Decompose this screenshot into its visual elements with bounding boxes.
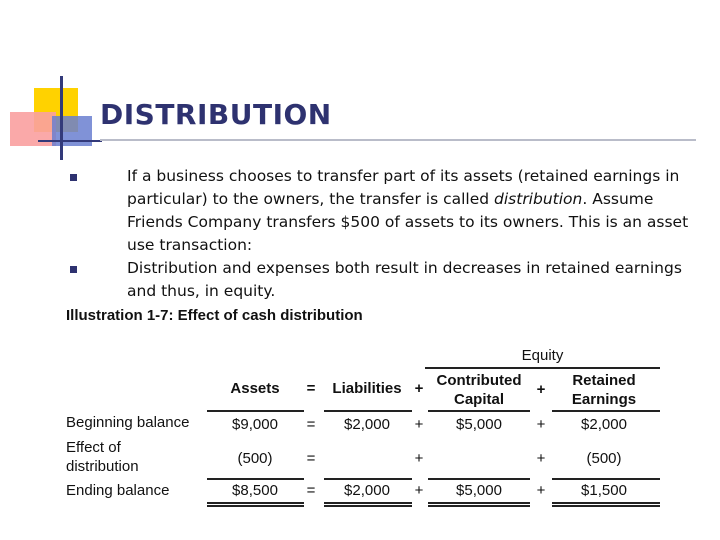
bullet-item bbox=[70, 257, 710, 303]
cell-liabilities: $2,000 bbox=[344, 482, 390, 499]
row-label-beginning: Beginning balance bbox=[66, 414, 190, 431]
row-label-effect-line1: Effect of bbox=[66, 439, 121, 456]
header-rule-contributed bbox=[428, 410, 530, 412]
cell-equals: = bbox=[306, 450, 316, 467]
total-rule-contributed bbox=[428, 478, 530, 480]
cell-assets: $8,500 bbox=[232, 482, 278, 499]
cell-plus-1: + bbox=[414, 450, 424, 467]
bullet-text-tail: . Assume Friends Company transfers $500 of assets to its owners. This is an asset use transaction: bbox=[127, 190, 689, 254]
header-retained-line1: Retained bbox=[572, 372, 636, 389]
header-liabilities: Liabilities bbox=[332, 380, 402, 397]
row-label-ending: Ending balance bbox=[66, 482, 170, 499]
row-label-effect-line2: distribution bbox=[66, 458, 139, 475]
equity-header: Equity bbox=[521, 347, 564, 364]
equity-rule bbox=[425, 367, 660, 369]
slide-title: DISTRIBUTION bbox=[100, 98, 332, 131]
double-rule-assets-2 bbox=[207, 505, 304, 507]
cell-plus-1: + bbox=[414, 482, 424, 499]
double-rule-assets-1 bbox=[207, 502, 304, 504]
cell-contributed: $5,000 bbox=[456, 416, 502, 433]
bullet-text: If a business chooses to transfer part of its assets (retained earnings in particular) to the owners, the transfer is called bbox=[127, 167, 680, 208]
decor-horizontal-line bbox=[38, 140, 102, 142]
title-underline bbox=[100, 139, 696, 141]
header-contributed-line2: Capital bbox=[453, 391, 504, 408]
cell-plus-2: + bbox=[536, 482, 546, 499]
row-label-effect bbox=[66, 438, 139, 476]
double-rule-liabilities-2 bbox=[324, 505, 412, 507]
total-rule-retained bbox=[552, 478, 660, 480]
cell-equals: = bbox=[306, 482, 316, 499]
header-plus-1: + bbox=[414, 380, 424, 397]
cell-liabilities: $2,000 bbox=[344, 416, 390, 433]
header-retained-line2: Earnings bbox=[571, 391, 637, 408]
double-rule-contributed-1 bbox=[428, 502, 530, 504]
header-rule-liabilities bbox=[324, 410, 412, 412]
cell-contributed: $5,000 bbox=[456, 482, 502, 499]
total-rule-assets bbox=[207, 478, 304, 480]
header-contributed-capital bbox=[428, 371, 530, 409]
cell-plus-2: + bbox=[536, 450, 546, 467]
double-rule-liabilities-1 bbox=[324, 502, 412, 504]
bullet-text: Distribution and expenses both result in decreases in retained earnings and thus, in equity. bbox=[127, 259, 682, 300]
header-contributed-line1: Contributed bbox=[436, 372, 522, 389]
decor-vertical-line bbox=[60, 76, 63, 160]
cell-equals: = bbox=[306, 416, 316, 433]
bullet-emphasis: distribution bbox=[494, 190, 583, 208]
header-retained-earnings bbox=[552, 371, 656, 409]
cell-retained: $1,500 bbox=[581, 482, 627, 499]
header-assets: Assets bbox=[230, 380, 280, 397]
bullet-list bbox=[70, 165, 710, 303]
header-plus-2: + bbox=[536, 381, 546, 398]
cell-assets: $9,000 bbox=[232, 416, 278, 433]
cell-retained: (500) bbox=[586, 450, 622, 467]
bullet-item bbox=[70, 165, 710, 257]
total-rule-liabilities bbox=[324, 478, 412, 480]
double-rule-retained-1 bbox=[552, 502, 660, 504]
double-rule-contributed-2 bbox=[428, 505, 530, 507]
double-rule-retained-2 bbox=[552, 505, 660, 507]
illustration-title: Illustration 1-7: Effect of cash distribution bbox=[66, 307, 363, 324]
header-equals: = bbox=[306, 380, 316, 397]
bullet-square-icon bbox=[70, 266, 77, 273]
cell-plus-2: + bbox=[536, 416, 546, 433]
cell-plus-1: + bbox=[414, 416, 424, 433]
bullet-square-icon bbox=[70, 174, 77, 181]
cell-retained: $2,000 bbox=[581, 416, 627, 433]
header-rule-retained bbox=[552, 410, 660, 412]
header-rule-assets bbox=[207, 410, 304, 412]
cell-assets: (500) bbox=[237, 450, 273, 467]
